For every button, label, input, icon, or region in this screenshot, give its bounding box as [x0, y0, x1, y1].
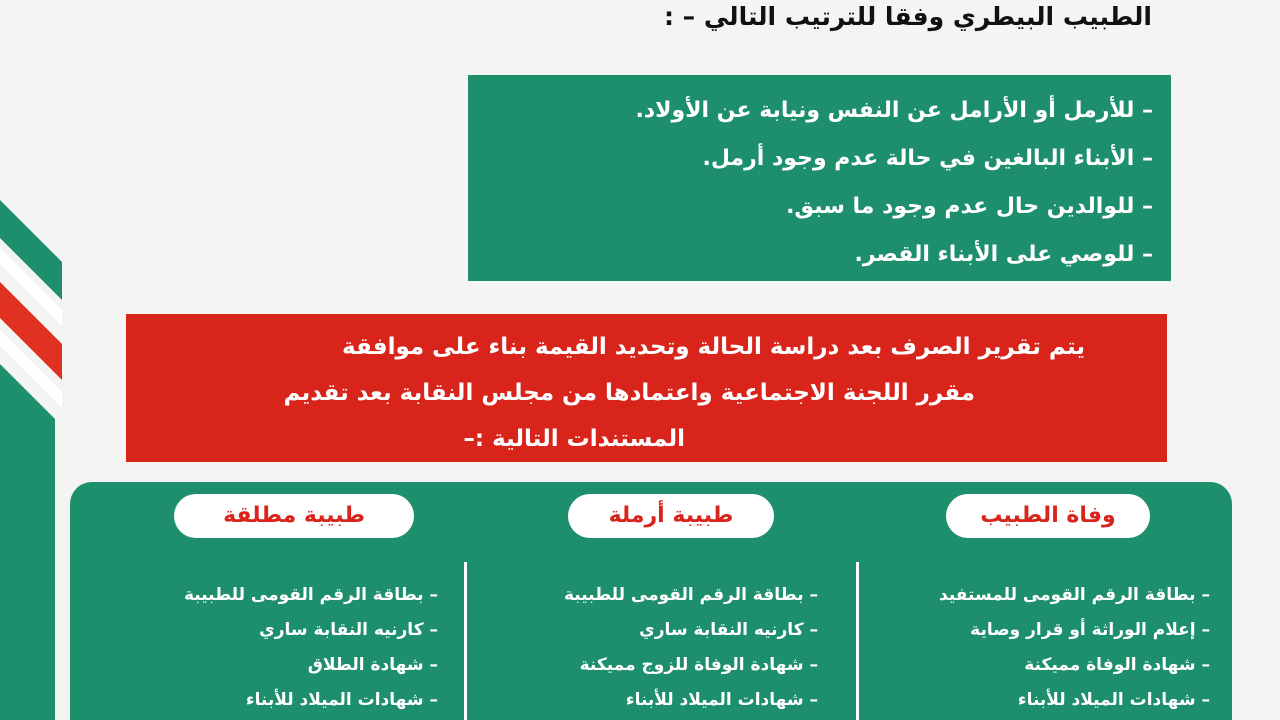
- document-item: – شهادة الوفاة مميكنة: [1024, 655, 1210, 675]
- document-item: – شهادات الميلاد للأبناء: [245, 690, 438, 710]
- eligibility-item: – للوصي على الأبناء القصر.: [854, 242, 1153, 267]
- document-item: – بطاقة الرقم القومى للطبيبة: [563, 585, 818, 605]
- header-text: الطبيب البيطري وفقا للترتيب التالي – :: [663, 2, 1152, 31]
- documents-panel: [70, 482, 1232, 720]
- eligibility-item: – للأرمل أو الأرامل عن النفس ونيابة عن الأولاد.: [635, 98, 1153, 123]
- document-item: – بطاقة الرقم القومى للمستفيد: [939, 585, 1210, 605]
- column-list-doctor-death: [870, 578, 1210, 718]
- column-list-widow-doctor: [488, 578, 818, 718]
- document-item: – كارنيه النقابة ساري: [259, 620, 438, 640]
- decorative-stripes: [0, 0, 80, 720]
- eligibility-item: – الأبناء البالغين في حالة عدم وجود أرمل.: [702, 146, 1153, 171]
- document-item: – شهادات الميلاد للأبناء: [1017, 690, 1210, 710]
- document-item: – شهادات الميلاد للأبناء: [625, 690, 818, 710]
- document-item: – شهادة الوفاة للزوج مميكنة: [579, 655, 818, 675]
- column-title-widow-doctor: طبيبة أرملة: [568, 494, 774, 538]
- notice-line: يتم تقرير الصرف بعد دراسة الحالة وتحديد القيمة بناء على موافقة: [342, 334, 1085, 360]
- notice-line: المستندات التالية :–: [463, 426, 685, 452]
- column-title-doctor-death: وفاة الطبيب: [946, 494, 1150, 538]
- column-list-divorced-doctor: [108, 578, 438, 718]
- document-item: – كارنيه النقابة ساري: [639, 620, 818, 640]
- eligibility-box: [468, 75, 1171, 281]
- document-item: – شهادة الطلاق: [307, 655, 438, 675]
- column-title-divorced-doctor: طبيبة مطلقة: [174, 494, 414, 538]
- document-item: – بطاقة الرقم القومى للطبيبة: [183, 585, 438, 605]
- eligibility-item: – للوالدين حال عدم وجود ما سبق.: [786, 194, 1153, 219]
- column-divider: [856, 562, 859, 720]
- notice-line: مقرر اللجنة الاجتماعية واعتمادها من مجلس النقابة بعد تقديم: [283, 380, 975, 406]
- document-item: – إعلام الوراثة أو قرار وصاية: [970, 620, 1210, 640]
- column-divider: [464, 562, 467, 720]
- notice-box: [126, 314, 1167, 462]
